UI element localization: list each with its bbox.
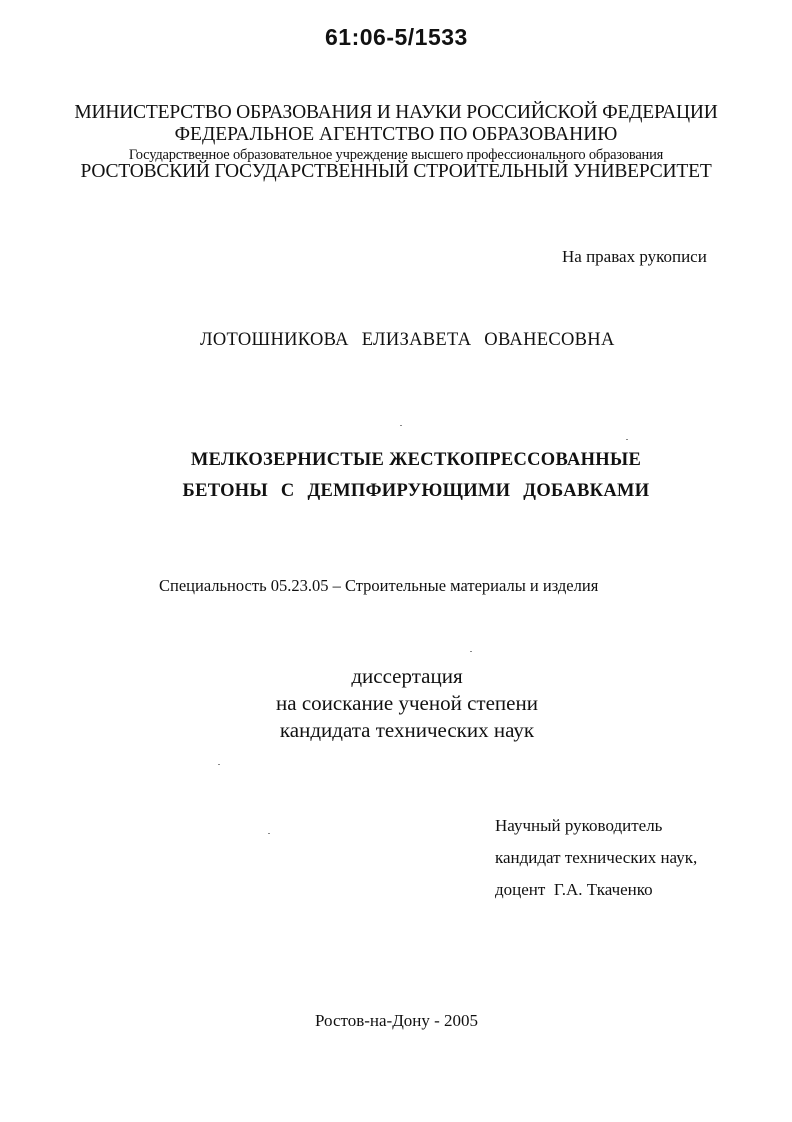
scan-speck bbox=[626, 439, 628, 440]
ministry-heading: МИНИСТЕРСТВО ОБРАЗОВАНИЯ И НАУКИ РОССИЙСКОЙ ФЕДЕРАЦИИ bbox=[74, 102, 718, 123]
dissertation-title-line-2: БЕТОНЫ С ДЕМПФИРУЮЩИМИ ДОБАВКАМИ bbox=[182, 481, 650, 501]
institution-type-line: Государственное образовательное учреждение высшего профессионального образования bbox=[128, 147, 664, 163]
agency-heading: ФЕДЕРАЛЬНОЕ АГЕНТСТВО ПО ОБРАЗОВАНИЮ bbox=[174, 124, 618, 145]
specialty-line: Специальность 05.23.05 – Строительные материалы и изделия bbox=[159, 576, 599, 595]
degree-name: кандидата технических наук bbox=[279, 718, 535, 742]
scan-speck bbox=[268, 833, 270, 834]
catalog-code: 61:06-5/1533 bbox=[325, 24, 468, 50]
dissertation-title-line-1: МЕЛКОЗЕРНИСТЫЕ ЖЕСТКОПРЕССОВАННЫЕ bbox=[190, 450, 642, 470]
advisor-block bbox=[495, 810, 697, 906]
degree-purpose: на соискание ученой степени bbox=[276, 691, 538, 715]
author-name: ЛОТОШНИКОВА ЕЛИЗАВЕТА ОВАНЕСОВНА bbox=[200, 330, 615, 350]
dissertation-label: диссертация bbox=[351, 664, 463, 688]
scan-speck bbox=[218, 764, 220, 765]
city-year: Ростов-на-Дону - 2005 bbox=[315, 1011, 479, 1030]
scan-speck bbox=[470, 651, 472, 652]
advisor-degree: кандидат технических наук, bbox=[495, 848, 698, 867]
dissertation-degree-block bbox=[0, 663, 792, 744]
advisor-role: Научный руководитель bbox=[495, 816, 663, 835]
advisor-name: доцент Г.А. Ткаченко bbox=[495, 880, 653, 899]
university-heading: РОСТОВСКИЙ ГОСУДАРСТВЕННЫЙ СТРОИТЕЛЬНЫЙ УНИВЕРСИТЕТ bbox=[80, 161, 712, 182]
scan-speck bbox=[400, 425, 402, 426]
manuscript-note: На правах рукописи bbox=[562, 247, 707, 266]
